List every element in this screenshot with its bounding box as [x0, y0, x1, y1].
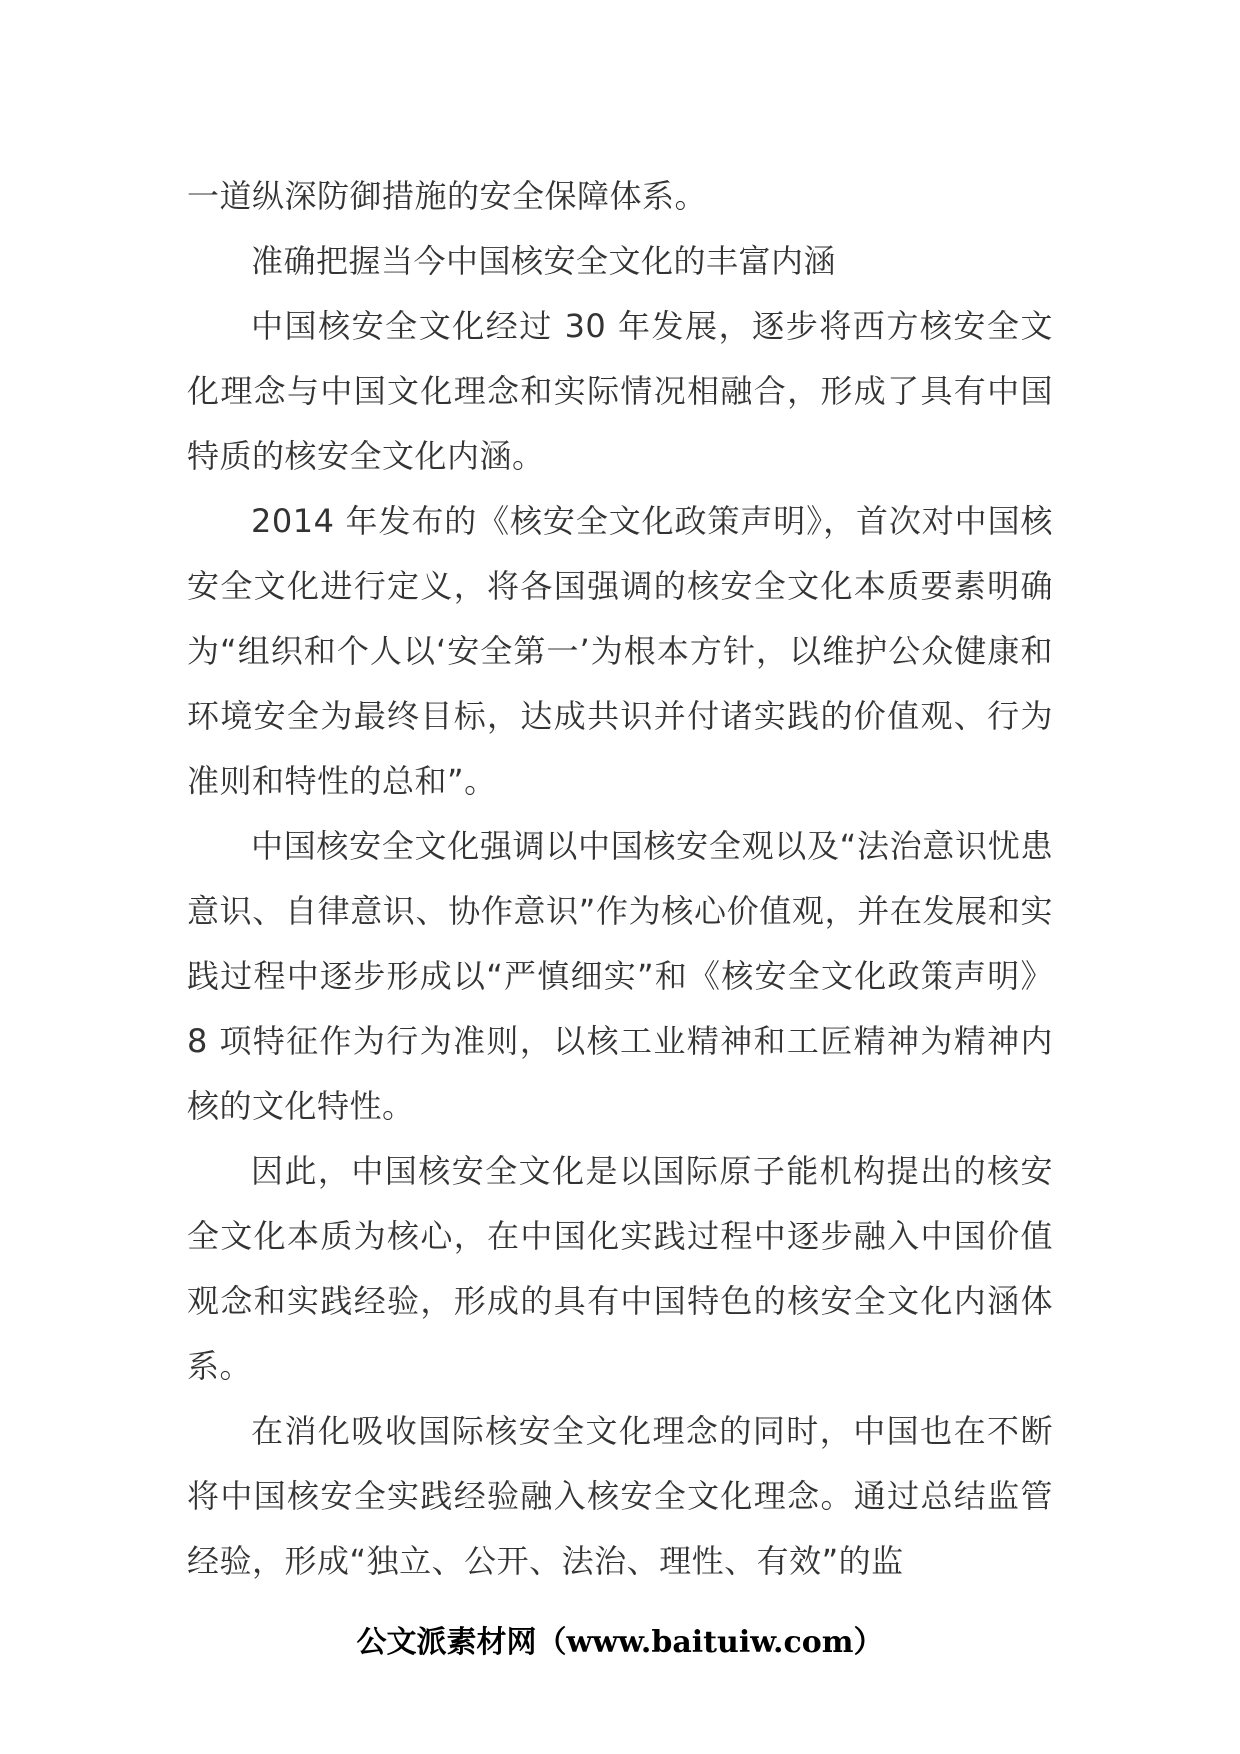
body-text — [187, 164, 1053, 1594]
paragraph-1: 一道纵深防御措施的安全保障体系。 — [187, 177, 708, 215]
paragraph-3: 2014 年发布的《核安全文化政策声明》，首次对中国核安全文化进行定义，将各国强调的核安全文化本质要素明确为“组织和个人以‘安全第一’为根本方针，以维护公众健康和环境安全为最终目标，达成共识并付诸实践的价值观、行为准则和特性的总和”。 — [187, 502, 1053, 800]
footer-watermark: 公文派素材网（www.baituiw.com） — [356, 1625, 884, 1660]
paragraph-4: 中国核安全文化强调以中国核安全观以及“法治意识忧患意识、自律意识、协作意识”作为核心价值观，并在发展和实践过程中逐步形成以“严慎细实”和《核安全文化政策声明》8 项特征作为行为准则，以核工业精神和工匠精神为精神内核的文化特性。 — [187, 827, 1053, 1125]
paragraph-2: 中国核安全文化经过 30 年发展，逐步将西方核安全文化理念与中国文化理念和实际情况相融合，形成了具有中国特质的核安全文化内涵。 — [187, 307, 1053, 475]
paragraph-6: 在消化吸收国际核安全文化理念的同时，中国也在不断将中国核安全实践经验融入核安全文化理念。通过总结监管经验，形成“独立、公开、法治、理性、有效”的监 — [187, 1412, 1053, 1580]
section-heading: 准确把握当今中国核安全文化的丰富内涵 — [251, 242, 837, 280]
paragraph-5: 因此，中国核安全文化是以国际原子能机构提出的核安全文化本质为核心，在中国化实践过程中逐步融入中国价值观念和实践经验，形成的具有中国特色的核安全文化内涵体系。 — [187, 1152, 1053, 1385]
